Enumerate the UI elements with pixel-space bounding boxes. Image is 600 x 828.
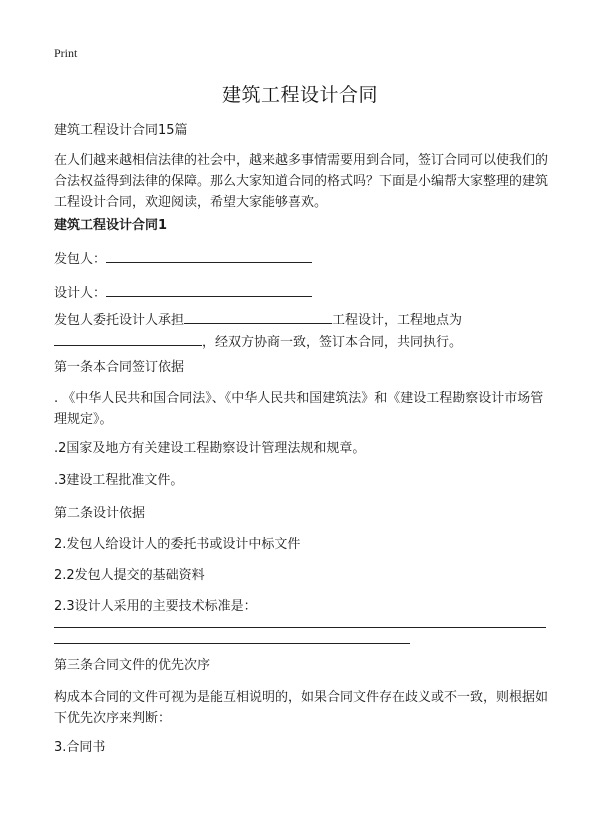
section-heading: 建筑工程设计合同1 bbox=[54, 218, 168, 233]
list-item: .2国家及地方有关建设工程勘察设计管理法规和规章。 bbox=[54, 441, 366, 456]
project-name-blank bbox=[184, 309, 332, 324]
commission-text-3: ，经双方协商一致，签订本合同，共同执行。 bbox=[202, 335, 463, 350]
party-a-label: 发包人： bbox=[54, 252, 107, 267]
list-item: .3建设工程批准文件。 bbox=[54, 473, 184, 488]
party-a-blank bbox=[106, 248, 312, 263]
fill-line bbox=[54, 627, 546, 628]
commission-text-1: 发包人委托设计人承担 bbox=[54, 313, 185, 328]
party-b-line bbox=[54, 282, 312, 304]
fill-line bbox=[54, 643, 410, 644]
list-item: 2.3设计人采用的主要技术标准是： bbox=[54, 599, 257, 614]
article-heading: 第一条本合同签订依据 bbox=[54, 360, 185, 375]
intro-paragraph: 在人们越来越相信法律的社会中，越来越多事情需要用到合同，签订合同可以使我们的合法权益得到法律的保障。那么大家知道合同的格式吗？下面是小编帮大家整理的建筑工程设计合同，欢迎阅读，希望大家能够喜欢。 bbox=[54, 153, 549, 210]
article-heading: 第二条设计依据 bbox=[54, 506, 146, 521]
project-location-blank bbox=[54, 331, 202, 346]
article-paragraph: 构成本合同的文件可视为是能互相说明的，如果合同文件存在歧义或不一致，则根据如下优先次序来判断： bbox=[54, 690, 549, 726]
list-item: 2.2发包人提交的基础资料 bbox=[54, 568, 205, 583]
party-b-label: 设计人： bbox=[54, 286, 107, 301]
party-a-line bbox=[54, 248, 312, 270]
page-title: 建筑工程设计合同 bbox=[221, 84, 378, 106]
commission-text-2: 工程设计，工程地点为 bbox=[332, 313, 463, 328]
print-label: Print bbox=[54, 46, 78, 60]
list-item: 3.合同书 bbox=[54, 740, 106, 755]
commission-paragraph bbox=[54, 309, 549, 353]
party-b-blank bbox=[106, 282, 312, 297]
document-subtitle: 建筑工程设计合同15篇 bbox=[54, 123, 188, 138]
list-item: 2.发包人给设计人的委托书或设计中标文件 bbox=[54, 537, 301, 552]
article-heading: 第三条合同文件的优先次序 bbox=[54, 658, 211, 673]
list-item: . 《中华人民共和国合同法》、《中华人民共和国建筑法》和《建设工程勘察设计市场管理规定》。 bbox=[54, 391, 544, 427]
